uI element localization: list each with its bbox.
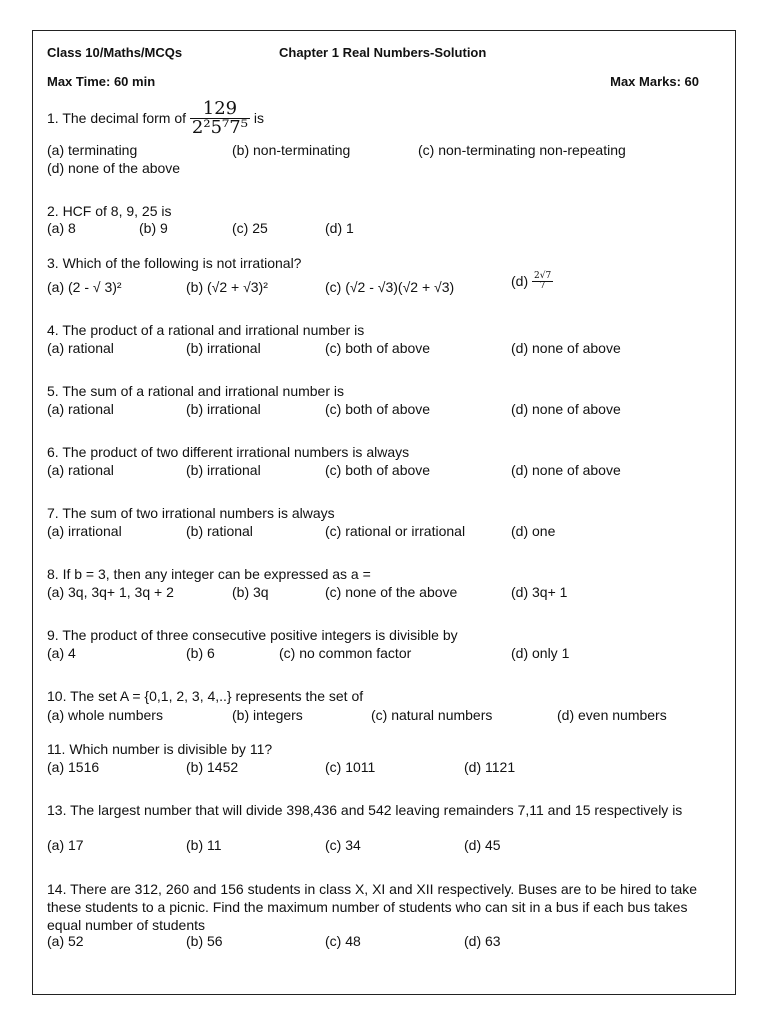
q6-option-c[interactable]: (c) both of above [325, 462, 431, 478]
question-14-text: 14. There are 312, 260 and 156 students in class X, XI and XII respectively. Buses are to be hired to take these students to a picnic. Find the maximum number of students who can sit in a bus if each bus takes equal number of students [47, 881, 698, 933]
question-10-text: 10. The set A = {0,1, 2, 3, 4,..} represents the set of [47, 688, 364, 704]
q4-option-a[interactable]: (a) rational [47, 340, 114, 356]
fraction-denominator: 2²5⁷7⁵ [191, 117, 248, 138]
q13-option-c[interactable]: (c) 34 [325, 837, 361, 853]
q10-option-a[interactable]: (a) whole numbers [47, 707, 163, 723]
q6-option-a[interactable]: (a) rational [47, 462, 114, 478]
question-7-text: 7. The sum of two irrational numbers is always [47, 505, 335, 521]
q9-option-a[interactable]: (a) 4 [47, 645, 76, 661]
q7-option-a[interactable]: (a) irrational [47, 523, 122, 539]
q4-option-d[interactable]: (d) none of above [511, 340, 621, 356]
q1-option-b[interactable]: (b) non-terminating [232, 142, 351, 158]
fraction-denominator: 7 [539, 281, 546, 291]
q11-option-a[interactable]: (a) 1516 [47, 759, 100, 775]
question-8-text: 8. If b = 3, then any integer can be expressed as a = [47, 566, 371, 582]
question-9-text: 9. The product of three consecutive positive integers is divisible by [47, 627, 458, 643]
q9-option-b[interactable]: (b) 6 [186, 645, 215, 661]
max-marks-label: Max Marks: 60 [610, 74, 699, 89]
fraction-numerator: 2√7 [534, 271, 552, 281]
q3-option-d-label: (d) [511, 273, 529, 289]
q8-option-d[interactable]: (d) 3q+ 1 [511, 584, 568, 600]
q8-option-a[interactable]: (a) 3q, 3q+ 1, 3q + 2 [47, 584, 174, 600]
q3-option-d[interactable] [511, 272, 553, 291]
q10-option-c[interactable]: (c) natural numbers [371, 707, 493, 723]
q14-option-c[interactable]: (c) 48 [325, 933, 361, 949]
question-1-suffix: is [253, 110, 264, 126]
q10-option-d[interactable]: (d) even numbers [557, 707, 667, 723]
q5-option-a[interactable]: (a) rational [47, 401, 114, 417]
max-time-label: Max Time: 60 min [47, 74, 156, 89]
q14-option-a[interactable]: (a) 52 [47, 933, 84, 949]
question-6-text: 6. The product of two different irrational numbers is always [47, 444, 410, 460]
q1-option-d[interactable]: (d) none of the above [47, 160, 181, 176]
q3-option-b[interactable]: (b) (√2 + √3)² [186, 279, 268, 295]
chapter-heading: Chapter 1 Real Numbers-Solution [279, 45, 487, 60]
q3-option-c[interactable]: (c) (√2 - √3)(√2 + √3) [325, 279, 455, 295]
question-13-text: 13. The largest number that will divide 398,436 and 542 leaving remainders 7,11 and 15 respectively is [47, 802, 683, 818]
question-2-text: 2. HCF of 8, 9, 25 is [47, 203, 172, 219]
q7-option-d[interactable]: (d) one [511, 523, 556, 539]
q11-option-d[interactable]: (d) 1121 [464, 759, 516, 775]
q4-option-c[interactable]: (c) both of above [325, 340, 431, 356]
q14-option-d[interactable]: (d) 63 [464, 933, 501, 949]
q6-option-d[interactable]: (d) none of above [511, 462, 621, 478]
q11-option-c[interactable]: (c) 1011 [325, 759, 376, 775]
q1-option-a[interactable]: (a) terminating [47, 142, 138, 158]
question-4-text: 4. The product of a rational and irrational number is [47, 322, 365, 338]
class-subject-heading: Class 10/Maths/MCQs [47, 45, 183, 60]
q9-option-c[interactable]: (c) no common factor [279, 645, 412, 661]
q13-option-d[interactable]: (d) 45 [464, 837, 501, 853]
q3-option-d-fraction [532, 272, 553, 291]
q5-option-b[interactable]: (b) irrational [186, 401, 261, 417]
q2-option-c[interactable]: (c) 25 [232, 220, 268, 236]
q2-option-a[interactable]: (a) 8 [47, 220, 76, 236]
q14-option-b[interactable]: (b) 56 [186, 933, 223, 949]
q8-option-c[interactable]: (c) none of the above [325, 584, 458, 600]
q2-option-b[interactable]: (b) 9 [139, 220, 168, 236]
question-11-text: 11. Which number is divisible by 11? [47, 741, 273, 757]
question-1-fraction [190, 100, 250, 137]
question-1 [47, 100, 264, 137]
q4-option-b[interactable]: (b) irrational [186, 340, 261, 356]
question-3-text: 3. Which of the following is not irrational? [47, 255, 302, 271]
question-1-prefix: 1. The decimal form of [47, 110, 187, 126]
q5-option-d[interactable]: (d) none of above [511, 401, 621, 417]
q11-option-b[interactable]: (b) 1452 [186, 759, 239, 775]
fraction-numerator: 129 [190, 100, 250, 119]
q2-option-d[interactable]: (d) 1 [325, 220, 354, 236]
q8-option-b[interactable]: (b) 3q [232, 584, 269, 600]
q9-option-d[interactable]: (d) only 1 [511, 645, 570, 661]
q6-option-b[interactable]: (b) irrational [186, 462, 261, 478]
q13-option-b[interactable]: (b) 11 [186, 837, 222, 853]
q13-option-a[interactable]: (a) 17 [47, 837, 84, 853]
q1-option-c[interactable]: (c) non-terminating non-repeating [418, 142, 626, 158]
question-5-text: 5. The sum of a rational and irrational number is [47, 383, 345, 399]
q7-option-c[interactable]: (c) rational or irrational [325, 523, 466, 539]
q3-option-a[interactable]: (a) (2 - √ 3)² [47, 279, 122, 295]
q5-option-c[interactable]: (c) both of above [325, 401, 431, 417]
q7-option-b[interactable]: (b) rational [186, 523, 253, 539]
q10-option-b[interactable]: (b) integers [232, 707, 303, 723]
